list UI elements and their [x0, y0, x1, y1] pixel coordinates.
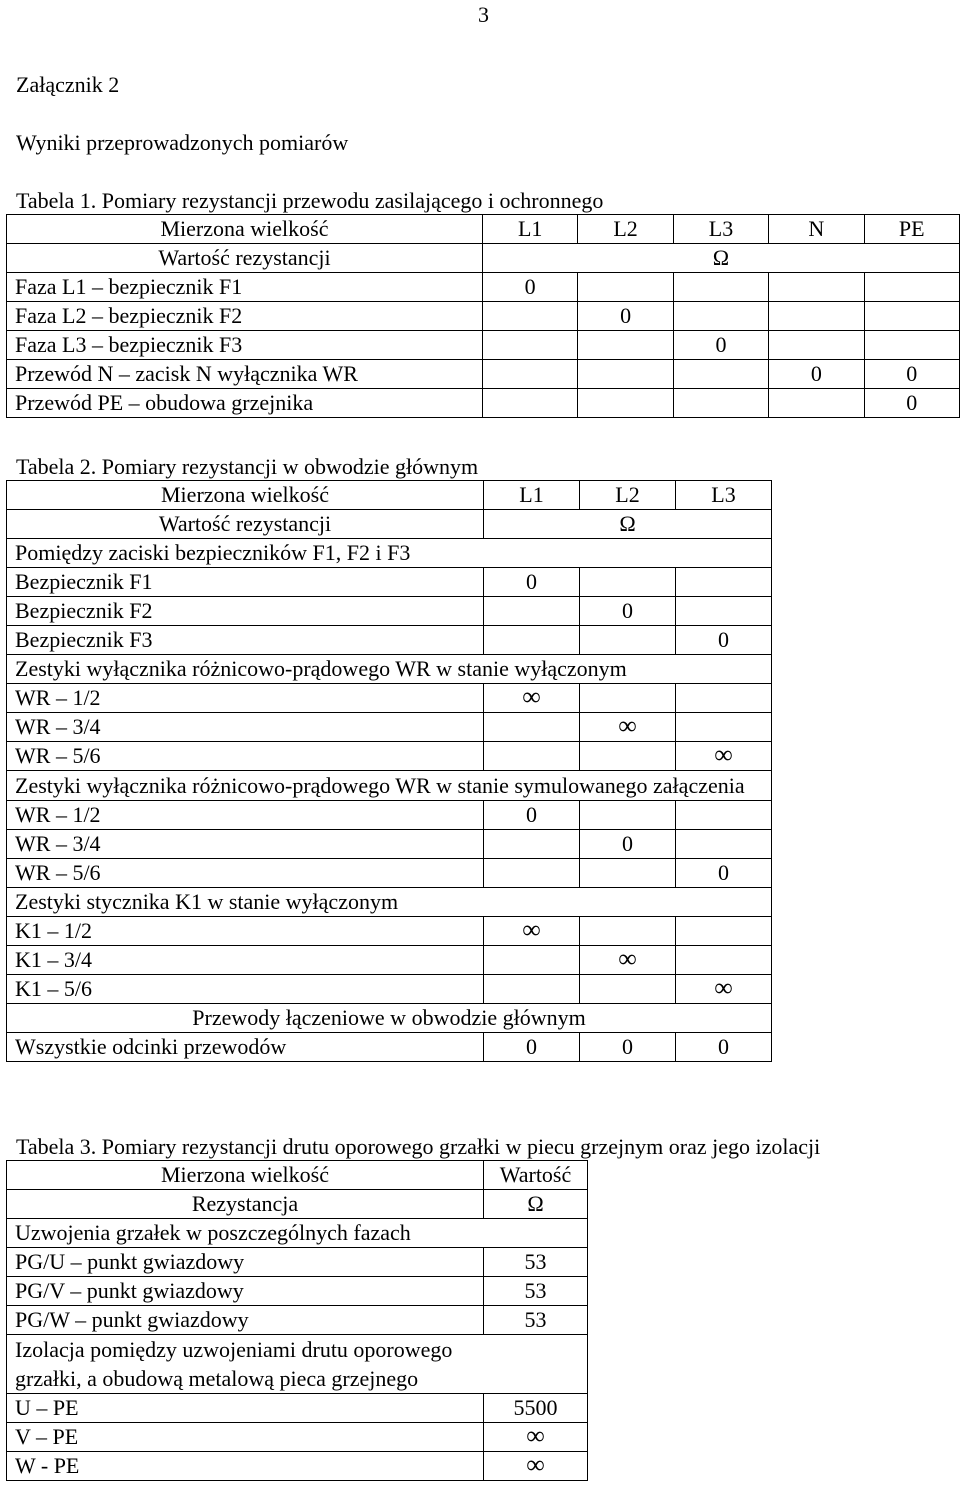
table-row — [7, 1394, 588, 1423]
row-label: PG/W – punkt gwiazdowy — [7, 1306, 484, 1335]
results-title: Wyniki przeprowadzonych pomiarów — [16, 130, 349, 155]
value-cell — [864, 302, 959, 331]
value-cell: 5500 — [484, 1394, 588, 1423]
value-cell — [482, 331, 577, 360]
value-cell — [580, 742, 676, 771]
value-cell: 0 — [676, 859, 772, 888]
table2-caption: Tabela 2. Pomiary rezystancji w obwodzie głównym — [16, 454, 479, 479]
table2-col-l3: L3 — [676, 481, 772, 510]
table3-unit-row — [7, 1190, 588, 1219]
infinity-symbol: ∞ — [714, 741, 733, 769]
value-cell — [484, 742, 580, 771]
row-label: K1 – 1/2 — [7, 917, 484, 946]
value-cell: 0 — [578, 302, 673, 331]
value-cell — [676, 597, 772, 626]
infinity-symbol: ∞ — [526, 1451, 545, 1479]
value-cell — [676, 568, 772, 597]
value-cell — [484, 830, 580, 859]
row-label: W - PE — [7, 1452, 484, 1481]
value-cell: 53 — [484, 1277, 588, 1306]
row-label: K1 – 5/6 — [7, 975, 484, 1004]
value-cell — [580, 946, 676, 975]
value-cell — [484, 859, 580, 888]
table1-caption: Tabela 1. Pomiary rezystancji przewodu zasilającego i ochronnego — [16, 188, 604, 213]
table1-col-l3: L3 — [673, 215, 768, 244]
row-label: Faza L1 – bezpiecznik F1 — [7, 273, 483, 302]
table-row — [7, 389, 960, 418]
value-cell — [864, 273, 959, 302]
table-row — [7, 801, 772, 830]
table3 — [6, 1160, 588, 1481]
table-row — [7, 597, 772, 626]
table-row — [7, 684, 772, 713]
ohm-unit: Ω — [484, 1190, 588, 1219]
table1-unit-label: Wartość rezystancji — [7, 244, 483, 273]
value-cell: 0 — [769, 360, 864, 389]
table-row — [7, 1306, 588, 1335]
table3-header-quantity: Mierzona wielkość — [7, 1161, 484, 1190]
value-cell: 0 — [580, 1033, 676, 1062]
section-row — [7, 771, 772, 801]
value-cell: 0 — [482, 273, 577, 302]
row-label: Faza L3 – bezpiecznik F3 — [7, 331, 483, 360]
section-label: Zestyki stycznika K1 w stanie wyłączonym — [7, 888, 772, 917]
table-row — [7, 713, 772, 742]
table1-unit-row — [7, 244, 960, 273]
annex-title: Załącznik 2 — [16, 72, 120, 97]
value-cell: 0 — [580, 597, 676, 626]
table1-col-pe: PE — [864, 215, 959, 244]
value-cell — [578, 331, 673, 360]
value-cell: 0 — [484, 568, 580, 597]
row-label: Wszystkie odcinki przewodów — [7, 1033, 484, 1062]
table-row — [7, 1452, 588, 1481]
section-row — [7, 1004, 772, 1033]
value-cell — [676, 684, 772, 713]
value-cell — [580, 917, 676, 946]
value-cell — [676, 946, 772, 975]
value-cell — [484, 684, 580, 713]
table2-col-l1: L1 — [484, 481, 580, 510]
row-label: WR – 1/2 — [7, 801, 484, 830]
value-cell — [484, 975, 580, 1004]
value-cell — [676, 917, 772, 946]
row-label: WR – 5/6 — [7, 742, 484, 771]
value-cell — [578, 360, 673, 389]
row-label: U – PE — [7, 1394, 484, 1423]
row-label: WR – 3/4 — [7, 713, 484, 742]
table-row — [7, 626, 772, 655]
value-cell — [769, 389, 864, 418]
value-cell — [580, 975, 676, 1004]
table1-col-l1: L1 — [482, 215, 577, 244]
value-cell — [676, 742, 772, 771]
table-row — [7, 331, 960, 360]
infinity-symbol: ∞ — [522, 916, 541, 944]
table2-unit-label: Wartość rezystancji — [7, 510, 484, 539]
table3-unit-label: Rezystancja — [7, 1190, 484, 1219]
value-cell — [484, 946, 580, 975]
value-cell: 53 — [484, 1248, 588, 1277]
table1-header-quantity: Mierzona wielkość — [7, 215, 483, 244]
value-cell: 0 — [676, 626, 772, 655]
row-label: WR – 1/2 — [7, 684, 484, 713]
ohm-unit: Ω — [484, 510, 772, 539]
value-cell — [482, 389, 577, 418]
row-label: WR – 3/4 — [7, 830, 484, 859]
table2-col-l2: L2 — [580, 481, 676, 510]
value-cell — [484, 1423, 588, 1452]
value-cell: 53 — [484, 1306, 588, 1335]
value-cell — [580, 684, 676, 713]
value-cell — [580, 713, 676, 742]
infinity-symbol: ∞ — [526, 1422, 545, 1450]
value-cell: 0 — [864, 360, 959, 389]
row-label: PG/V – punkt gwiazdowy — [7, 1277, 484, 1306]
row-label: Bezpiecznik F2 — [7, 597, 484, 626]
table-row — [7, 360, 960, 389]
value-cell: 0 — [484, 801, 580, 830]
value-cell — [580, 801, 676, 830]
section-label: Uzwojenia grzałek w poszczególnych fazach — [7, 1219, 588, 1248]
value-cell — [864, 331, 959, 360]
table-row — [7, 859, 772, 888]
value-cell — [484, 597, 580, 626]
table-row — [7, 975, 772, 1004]
row-label: WR – 5/6 — [7, 859, 484, 888]
value-cell — [580, 626, 676, 655]
row-label: K1 – 3/4 — [7, 946, 484, 975]
value-cell: 0 — [864, 389, 959, 418]
value-cell — [673, 389, 768, 418]
table3-caption: Tabela 3. Pomiary rezystancji drutu oporowego grzałki w piecu grzejnym oraz jego izolacji — [16, 1134, 821, 1159]
table-row — [7, 568, 772, 597]
table-row — [7, 273, 960, 302]
ohm-unit: Ω — [482, 244, 959, 273]
infinity-symbol: ∞ — [522, 683, 541, 711]
table2-header-quantity: Mierzona wielkość — [7, 481, 484, 510]
section-label: Zestyki wyłącznika różnicowo-prądowego WR w stanie symulowanego załączenia — [7, 771, 772, 801]
value-cell — [676, 713, 772, 742]
table1-col-n: N — [769, 215, 864, 244]
table-row — [7, 1423, 588, 1452]
value-cell: 0 — [484, 1033, 580, 1062]
row-label: Faza L2 – bezpiecznik F2 — [7, 302, 483, 331]
table2 — [6, 480, 772, 1062]
value-cell — [580, 859, 676, 888]
infinity-symbol: ∞ — [618, 712, 637, 740]
value-cell — [673, 302, 768, 331]
section-row — [7, 1335, 588, 1394]
value-cell — [580, 568, 676, 597]
row-label: V – PE — [7, 1423, 484, 1452]
value-cell — [484, 626, 580, 655]
value-cell — [676, 801, 772, 830]
section-label: Zestyki wyłącznika różnicowo-prądowego WR w stanie wyłączonym — [7, 655, 772, 684]
table-row — [7, 302, 960, 331]
table2-body — [7, 481, 772, 1062]
table3-header-value: Wartość — [484, 1161, 588, 1190]
row-label: Przewód PE – obudowa grzejnika — [7, 389, 483, 418]
section-label: Przewody łączeniowe w obwodzie głównym — [7, 1004, 772, 1033]
row-label: Przewód N – zacisk N wyłącznika WR — [7, 360, 483, 389]
section-label: Izolacja pomiędzy uzwojeniami drutu oporowego grzałki, a obudową metalową pieca grzejnego — [7, 1335, 588, 1394]
table-row — [7, 742, 772, 771]
value-cell — [673, 273, 768, 302]
table1-body — [7, 215, 960, 418]
table-row — [7, 1033, 772, 1062]
value-cell — [676, 830, 772, 859]
value-cell — [482, 302, 577, 331]
value-cell: 0 — [673, 331, 768, 360]
value-cell — [484, 917, 580, 946]
value-cell — [482, 360, 577, 389]
table-row — [7, 946, 772, 975]
value-cell — [769, 302, 864, 331]
section-row — [7, 655, 772, 684]
infinity-symbol: ∞ — [618, 945, 637, 973]
table2-header-row — [7, 481, 772, 510]
value-cell — [484, 713, 580, 742]
value-cell — [769, 273, 864, 302]
row-label: Bezpiecznik F1 — [7, 568, 484, 597]
value-cell — [578, 389, 673, 418]
table-row — [7, 1248, 588, 1277]
section-row — [7, 888, 772, 917]
value-cell — [769, 331, 864, 360]
table1 — [6, 214, 960, 418]
row-label: PG/U – punkt gwiazdowy — [7, 1248, 484, 1277]
value-cell — [676, 975, 772, 1004]
table-row — [7, 917, 772, 946]
infinity-symbol: ∞ — [714, 974, 733, 1002]
value-cell — [484, 1452, 588, 1481]
page-number: 3 — [478, 2, 489, 27]
value-cell — [673, 360, 768, 389]
table-row — [7, 1277, 588, 1306]
table3-body — [7, 1161, 588, 1481]
value-cell: 0 — [676, 1033, 772, 1062]
table1-header-row — [7, 215, 960, 244]
value-cell — [578, 273, 673, 302]
table3-header-row — [7, 1161, 588, 1190]
row-label: Bezpiecznik F3 — [7, 626, 484, 655]
section-label: Pomiędzy zaciski bezpieczników F1, F2 i F3 — [7, 539, 772, 568]
table-row — [7, 830, 772, 859]
section-row — [7, 1219, 588, 1248]
section-row — [7, 539, 772, 568]
table2-unit-row — [7, 510, 772, 539]
table1-col-l2: L2 — [578, 215, 673, 244]
value-cell: 0 — [580, 830, 676, 859]
